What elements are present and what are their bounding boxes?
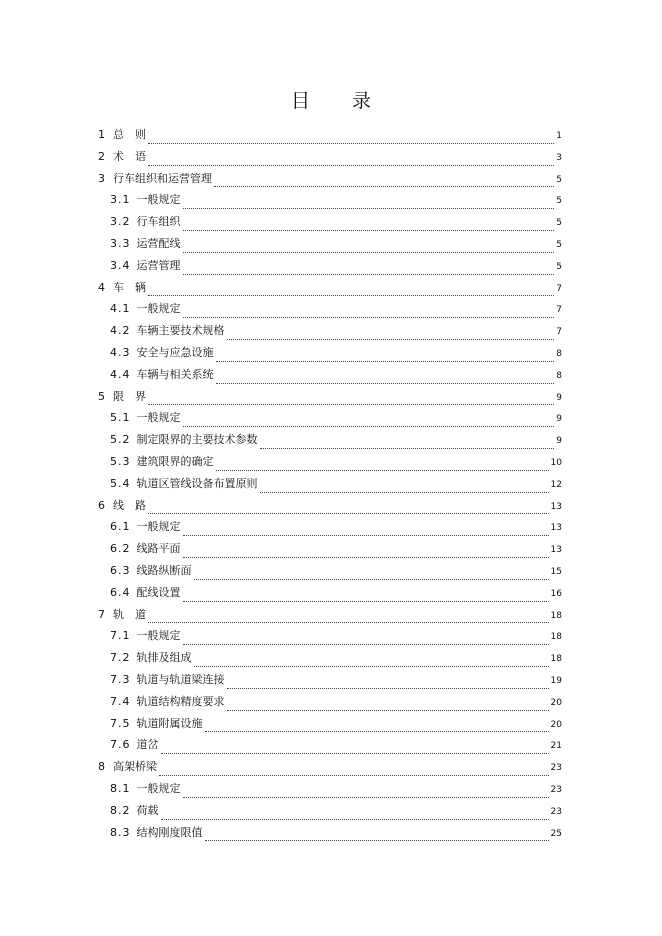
toc-leader-dots [205,730,549,732]
toc-leader-dots [216,469,549,471]
toc-entry-number: 6.4 [110,585,131,599]
toc-entry-title: 线 路 [113,498,146,512]
toc-entry[interactable] [98,497,562,519]
toc-entry-number: 2 [98,149,105,163]
toc-entry-title: 一般规定 [136,520,181,534]
toc-entry[interactable] [98,344,562,366]
toc-entry-title: 一般规定 [136,411,181,425]
toc-entry-number: 4.1 [110,302,131,316]
toc-entry-number: 3.4 [110,258,131,272]
toc-entry-page: 3 [556,152,562,163]
toc-leader-dots [194,665,549,667]
toc-entry[interactable] [98,453,562,475]
toc-entry-number: 5.3 [110,454,131,468]
toc-entry[interactable] [98,562,562,584]
toc-entry[interactable] [98,148,562,170]
toc-entry-title: 行车组织和运营管理 [113,171,212,185]
toc-leader-dots [183,425,555,427]
toc-leader-dots [183,643,549,645]
toc-leader-dots [161,818,549,820]
toc-leader-dots [205,839,549,841]
toc-leader-dots [159,774,549,776]
toc-entry-page: 7 [556,327,562,338]
toc-entry[interactable] [98,736,562,758]
toc-entry-number: 6 [98,498,105,512]
toc-entry[interactable] [98,606,562,628]
toc-entry-title: 一般规定 [136,302,181,316]
toc-entry-page: 21 [550,741,562,752]
toc-entry-number: 4.3 [110,345,131,359]
toc-entry-page: 9 [556,414,562,425]
toc-entry-page: 10 [550,457,562,468]
toc-entry-page: 9 [556,436,562,447]
toc-leader-dots [148,142,554,144]
toc-entry-number: 5.2 [110,433,131,447]
toc-leader-dots [183,534,549,536]
toc-entry-page: 7 [556,283,562,294]
toc-entry[interactable] [98,126,562,148]
toc-leader-dots [260,447,555,449]
toc-entry-title: 轨道区管线设备布置原则 [136,476,258,490]
toc-entry-number: 3.1 [110,193,131,207]
toc-entry-page: 13 [550,501,562,512]
toc-entry-page: 16 [550,588,562,599]
toc-entry-number: 7.5 [110,716,131,730]
toc-leader-dots [183,273,555,275]
toc-entry[interactable] [98,780,562,802]
toc-entry-title: 术 语 [113,149,146,163]
toc-entry-page: 5 [556,174,562,185]
toc-leader-dots [183,600,549,602]
toc-entry-number: 3 [98,171,105,185]
toc-entry-page: 13 [550,545,562,556]
toc-leader-dots [148,512,549,514]
toc-entry-title: 一般规定 [136,781,181,795]
toc-leader-dots [183,251,555,253]
table-of-contents [98,126,562,845]
toc-entry-number: 8.2 [110,803,131,817]
toc-entry-title: 轨道结构精度要求 [136,694,225,708]
toc-entry-title: 高架桥梁 [113,760,157,774]
toc-entry-page: 8 [556,370,562,381]
toc-entry[interactable] [98,475,562,497]
toc-entry-title: 行车组织 [136,215,181,229]
toc-entry-page: 1 [556,131,562,141]
toc-leader-dots [183,229,555,231]
toc-leader-dots [183,207,555,209]
toc-entry-number: 8 [98,760,105,774]
toc-entry-title: 车辆主要技术规格 [136,324,225,338]
toc-entry-title: 轨 道 [113,607,146,621]
toc-leader-dots [216,360,555,362]
toc-entry-number: 7.2 [110,651,131,665]
toc-entry-page: 7 [556,305,562,316]
toc-entry[interactable] [98,758,562,780]
toc-entry-title: 结构刚度限值 [136,825,203,839]
toc-entry-page: 5 [556,218,562,229]
toc-entry-title: 安全与应急设施 [136,345,214,359]
toc-entry-number: 5.1 [110,411,131,425]
toc-entry[interactable] [98,693,562,715]
toc-leader-dots [183,556,549,558]
toc-entry-number: 7.3 [110,672,131,686]
toc-entry-number: 4.2 [110,324,131,338]
toc-entry[interactable] [98,300,562,322]
toc-entry[interactable] [98,257,562,279]
toc-entry-page: 20 [550,719,562,730]
toc-leader-dots [183,796,549,798]
toc-entry-number: 3.2 [110,215,131,229]
toc-entry-title: 限 界 [113,389,146,403]
toc-leader-dots [214,185,554,187]
toc-entry-number: 7.6 [110,738,131,752]
toc-entry-title: 总 则 [113,128,146,141]
toc-leader-dots [148,164,554,166]
page-title: 目录 [290,90,413,112]
toc-entry[interactable] [98,824,562,846]
toc-entry[interactable] [98,802,562,824]
toc-entry-number: 7.4 [110,694,131,708]
toc-entry[interactable] [98,518,562,540]
toc-entry-page: 23 [550,806,562,817]
toc-leader-dots [161,752,549,754]
toc-entry-page: 23 [550,784,562,795]
toc-entry[interactable] [98,191,562,213]
toc-entry-page: 18 [550,610,562,621]
toc-entry[interactable] [98,322,562,344]
toc-entry-title: 制定限界的主要技术参数 [136,433,258,447]
toc-entry-title: 一般规定 [136,193,181,207]
toc-entry[interactable] [98,170,562,192]
toc-entry-number: 1 [98,128,105,141]
toc-leader-dots [260,491,549,493]
toc-entry-title: 轨道与轨道梁连接 [136,672,225,686]
toc-entry[interactable] [98,671,562,693]
toc-entry[interactable] [98,213,562,235]
toc-entry[interactable] [98,715,562,737]
toc-entry-number: 4.4 [110,367,131,381]
toc-entry-page: 5 [556,239,562,250]
toc-entry[interactable] [98,366,562,388]
toc-entry-number: 7 [98,607,105,621]
toc-leader-dots [227,338,555,340]
toc-entry-number: 6.3 [110,563,131,577]
toc-entry-title: 荷载 [136,803,159,817]
toc-entry-page: 5 [556,196,562,207]
toc-entry-number: 3.3 [110,236,131,250]
toc-entry[interactable] [98,649,562,671]
toc-entry-page: 13 [550,523,562,534]
toc-entry-title: 建筑限界的确定 [136,454,214,468]
toc-leader-dots [227,709,549,711]
toc-entry-title: 车辆与相关系统 [136,367,214,381]
toc-entry-page: 18 [550,654,562,665]
toc-entry-number: 5.4 [110,476,131,490]
toc-leader-dots [148,621,549,623]
toc-entry[interactable] [98,431,562,453]
toc-entry-number: 8.3 [110,825,131,839]
toc-leader-dots [183,316,555,318]
toc-leader-dots [148,294,554,296]
toc-entry[interactable] [98,584,562,606]
toc-entry-page: 12 [550,479,562,490]
toc-leader-dots [216,382,555,384]
toc-entry-title: 轨道附属设施 [136,716,203,730]
toc-entry[interactable] [98,409,562,431]
toc-entry[interactable] [98,540,562,562]
toc-entry-page: 20 [550,697,562,708]
toc-entry-number: 7.1 [110,629,131,643]
toc-entry-page: 25 [550,828,562,839]
toc-entry-page: 18 [550,632,562,643]
toc-entry-title: 运营管理 [136,258,181,272]
toc-entry[interactable] [98,235,562,257]
toc-leader-dots [227,687,549,689]
toc-entry-number: 6.2 [110,542,131,556]
toc-entry-page: 15 [550,566,562,577]
toc-entry-number: 5 [98,389,105,403]
toc-entry-number: 6.1 [110,520,131,534]
toc-entry-title: 一般规定 [136,629,181,643]
toc-entry-title: 车 辆 [113,280,146,294]
toc-leader-dots [194,578,549,580]
toc-entry-title: 配线设置 [136,585,181,599]
toc-entry[interactable] [98,388,562,410]
toc-entry-title: 道岔 [136,738,159,752]
toc-entry-page: 5 [556,261,562,272]
toc-entry-title: 线路纵断面 [136,563,192,577]
toc-entry[interactable] [98,279,562,301]
toc-leader-dots [148,403,554,405]
toc-entry-number: 8.1 [110,781,131,795]
toc-entry-title: 运营配线 [136,236,181,250]
toc-entry-page: 23 [550,763,562,774]
toc-entry-title: 线路平面 [136,542,181,556]
toc-entry-page: 8 [556,348,562,359]
toc-entry-title: 轨排及组成 [136,651,192,665]
toc-entry[interactable] [98,627,562,649]
toc-entry-page: 9 [556,392,562,403]
toc-entry-page: 19 [550,675,562,686]
toc-entry-number: 4 [98,280,105,294]
